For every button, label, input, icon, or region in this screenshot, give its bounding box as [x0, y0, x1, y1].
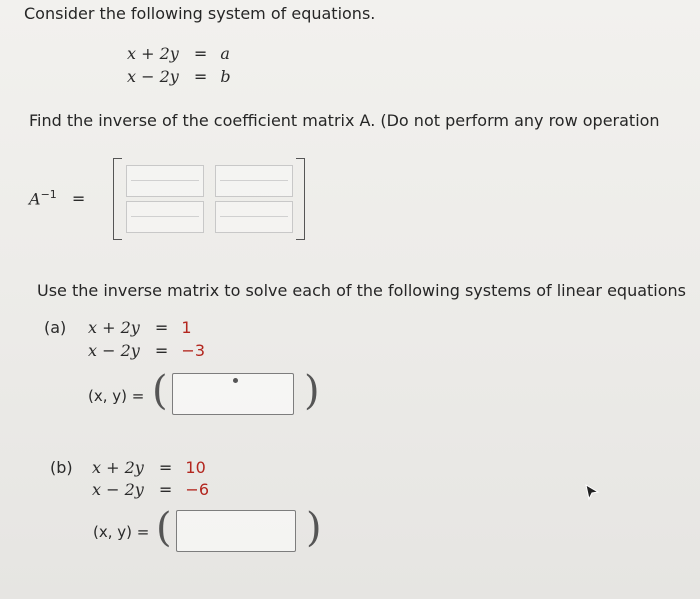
- inverse-equals: =: [71, 189, 86, 209]
- system-eq1-lhs: x + 2y: [127, 44, 179, 63]
- matrix-left-bracket: [113, 158, 122, 240]
- system-eq2-rhs: b: [220, 67, 231, 86]
- part-a-eq2: [88, 341, 205, 360]
- part-a-eq1: [88, 318, 192, 337]
- system-eq2: [127, 67, 231, 86]
- use-inverse-text: Use the inverse matrix to solve each of the following systems of linear equations: [37, 281, 687, 300]
- system-eq1-equals: =: [193, 44, 208, 63]
- part-a-xy-label: (x, y) =: [88, 387, 145, 405]
- matrix-cell-2-1[interactable]: [126, 201, 204, 233]
- matrix-cell-2-2[interactable]: [215, 201, 293, 233]
- system-eq2-lhs: x − 2y: [127, 67, 179, 86]
- matrix-cell-1-2[interactable]: [215, 165, 293, 197]
- inverse-exponent: −1: [40, 188, 57, 201]
- part-b-eq2-rhs: −6: [185, 480, 210, 499]
- part-b-eq1-equals: =: [158, 458, 173, 477]
- part-a-eq1-lhs: x + 2y: [88, 318, 140, 337]
- part-a-eq2-lhs: x − 2y: [88, 341, 140, 360]
- mouse-pointer-icon: [584, 483, 600, 501]
- part-b-eq1: [92, 458, 206, 477]
- system-eq2-equals: =: [193, 67, 208, 86]
- matrix-right-bracket: [296, 158, 305, 240]
- part-a-open-paren: (: [152, 368, 168, 414]
- part-a-eq2-equals: =: [154, 341, 169, 360]
- part-b-xy-label: (x, y) =: [93, 523, 150, 541]
- part-a-eq1-equals: =: [154, 318, 169, 337]
- part-b-eq1-rhs: 10: [185, 458, 206, 477]
- part-a-eq2-rhs: −3: [181, 341, 206, 360]
- part-b-eq1-lhs: x + 2y: [92, 458, 144, 477]
- part-b-open-paren: (: [156, 505, 172, 551]
- matrix-cell-1-1[interactable]: [126, 165, 204, 197]
- inverse-label-a: A: [29, 189, 41, 209]
- system-eq1: [127, 44, 230, 63]
- part-a-close-paren: ): [304, 368, 320, 414]
- part-a-dot: [233, 378, 238, 383]
- part-b-label: (b): [50, 458, 73, 477]
- inverse-label: [29, 188, 85, 208]
- part-b-eq2: [92, 480, 209, 499]
- intro-text: Consider the following system of equations.: [24, 4, 376, 23]
- part-b-answer-input[interactable]: [176, 510, 296, 552]
- system-eq1-rhs: a: [220, 44, 230, 63]
- part-b-close-paren: ): [306, 505, 322, 551]
- part-b-eq2-lhs: x − 2y: [92, 480, 144, 499]
- instruction-text: Find the inverse of the coefficient matrix A. (Do not perform any row operation: [29, 111, 660, 130]
- part-a-label: (a): [44, 318, 67, 337]
- part-a-eq1-rhs: 1: [181, 318, 192, 337]
- part-b-eq2-equals: =: [158, 480, 173, 499]
